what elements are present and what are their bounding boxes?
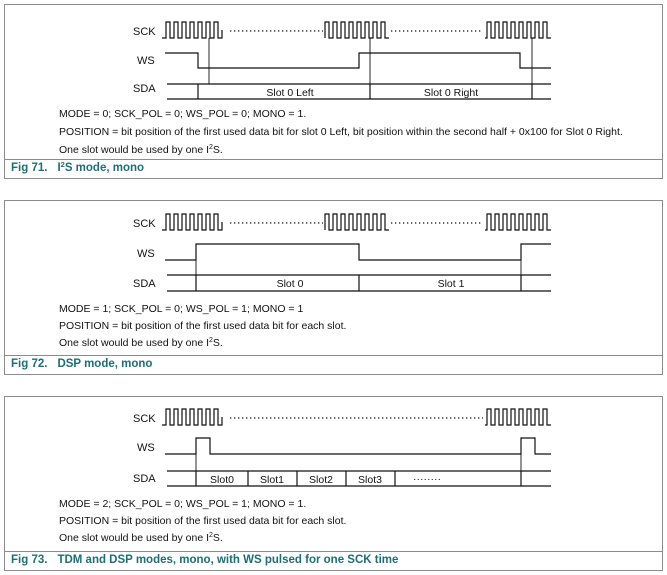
- slot2-label: Slot2: [309, 474, 333, 486]
- note-line-1: MODE = 1; SCK_POL = 0; WS_POL = 1; MONO = 1: [59, 303, 304, 315]
- slot-ellipsis: ········: [413, 473, 441, 485]
- slot-0-label: Slot 0: [276, 278, 304, 290]
- sda-label: SDA: [133, 278, 156, 290]
- sda-bus: [167, 84, 551, 99]
- figure-73: [4, 396, 663, 571]
- figure-caption: Fig 72. DSP mode, mono: [11, 358, 153, 370]
- note-line-1: MODE = 0; SCK_POL = 0; WS_POL = 0; MONO = 1.: [59, 108, 307, 120]
- note-line-2: POSITION = bit position of the first used data bit for each slot.: [59, 320, 347, 332]
- ws-waveform: [165, 438, 551, 454]
- ws-label: WS: [137, 442, 155, 454]
- sck-label: SCK: [133, 218, 156, 230]
- sck-label: SCK: [133, 26, 156, 38]
- sda-bus: [167, 275, 551, 291]
- figure-caption: Fig 73. TDM and DSP modes, mono, with WS pulsed for one SCK time: [11, 554, 399, 566]
- sda-label: SDA: [133, 473, 156, 485]
- ws-waveform: [165, 53, 551, 68]
- note-line-2: POSITION = bit position of the first used data bit for slot 0 Left, bit position within the second half + 0x100 for Slot 0 Right.: [59, 126, 623, 138]
- slot-0-right-label: Slot 0 Right: [423, 87, 479, 99]
- figure-71: [4, 4, 663, 179]
- slot0-label: Slot0: [210, 474, 234, 486]
- slot1-label: Slot1: [260, 474, 284, 486]
- caption-bar: [5, 355, 662, 374]
- slot-1-label: Slot 1: [437, 278, 465, 290]
- sck-waveform: [162, 409, 551, 425]
- caption-bar: [5, 551, 662, 570]
- ws-waveform: [165, 244, 551, 260]
- timing-markers: [196, 454, 521, 471]
- sda-label: SDA: [133, 83, 156, 95]
- slot-0-left-label: Slot 0 Left: [266, 87, 314, 99]
- note-line-3: One slot would be used by one $I^2S$.: [59, 144, 223, 156]
- ws-label: WS: [137, 55, 155, 67]
- sck-waveform: [162, 214, 551, 230]
- note-line-2: POSITION = bit position of the first used data bit for each slot.: [59, 515, 347, 527]
- sck-label: SCK: [133, 413, 156, 425]
- sck-waveform: [162, 22, 551, 38]
- caption-bar: [5, 159, 662, 178]
- figure-caption: Fig 71. $I^2S$ mode, mono: [11, 160, 145, 174]
- figure-72: [4, 200, 663, 375]
- note-line-3: One slot would be used by one $I^2S$.: [59, 337, 223, 349]
- note-line-3: One slot would be used by one $I^2S$.: [59, 532, 223, 544]
- note-line-1: MODE = 2; SCK_POL = 0; WS_POL = 1; MONO = 1.: [59, 498, 307, 510]
- ws-label: WS: [137, 248, 155, 260]
- timing-diagram-71: [5, 5, 664, 165]
- timing-markers: [196, 260, 521, 275]
- timing-markers: [209, 38, 532, 84]
- slot3-label: Slot3: [358, 474, 382, 486]
